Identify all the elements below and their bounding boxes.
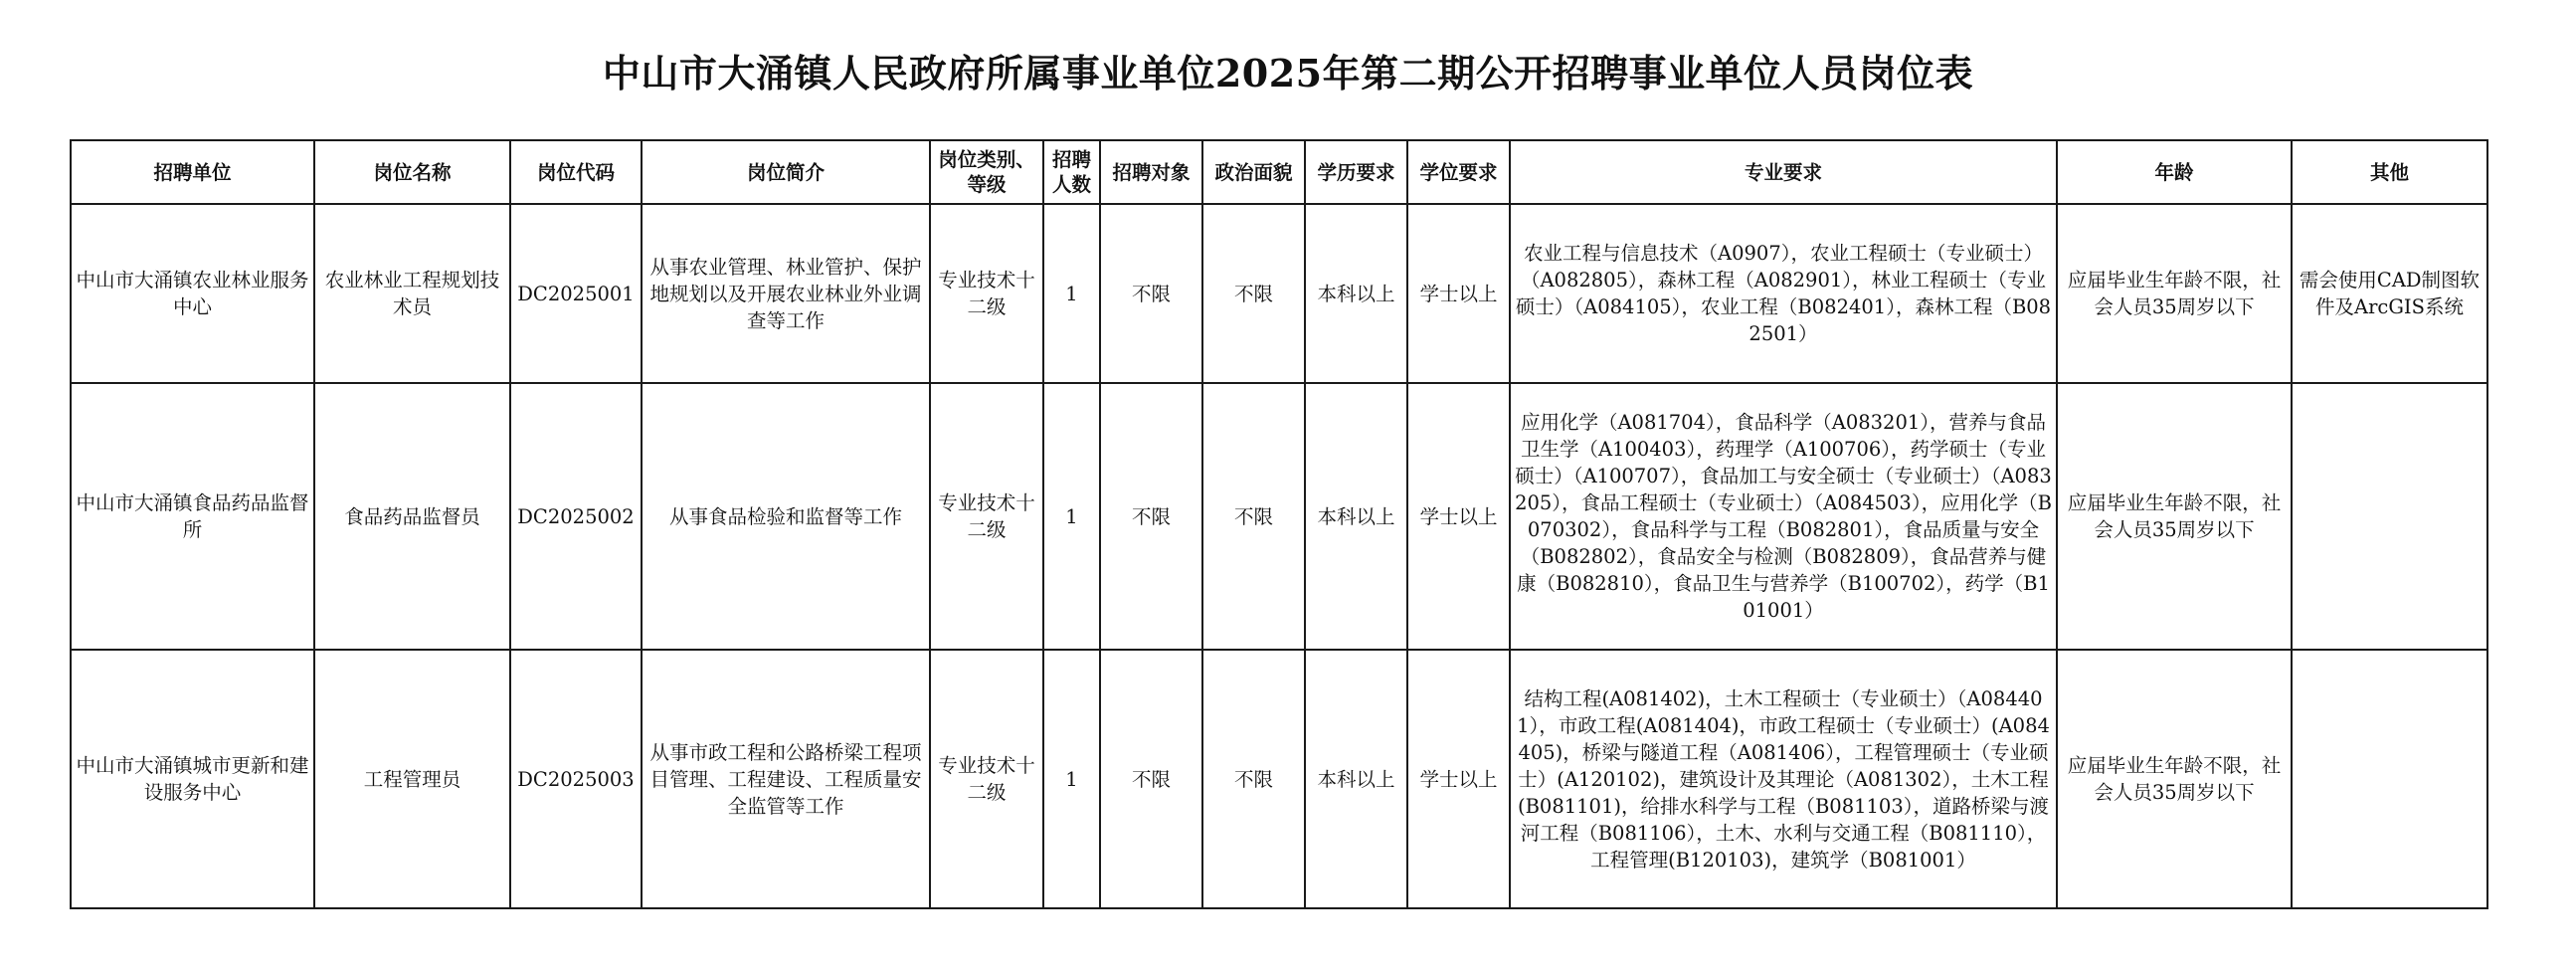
cell-age: 应届毕业生年龄不限，社会人员35周岁以下 [2057,383,2292,650]
cell-unit: 中山市大涌镇农业林业服务中心 [71,204,314,383]
table-header-row [71,140,2487,204]
cell-degree: 学士以上 [1407,383,1510,650]
cell-position-name: 工程管理员 [314,650,510,908]
header-category-level: 岗位类别、等级 [930,140,1043,204]
header-other: 其他 [2292,140,2487,204]
cell-target: 不限 [1100,383,1202,650]
cell-headcount: 1 [1043,204,1100,383]
cell-unit: 中山市大涌镇食品药品监督所 [71,383,314,650]
cell-other: 需会使用CAD制图软件及ArcGIS系统 [2292,204,2487,383]
cell-position-code: DC2025003 [510,650,642,908]
header-position-code: 岗位代码 [510,140,642,204]
header-target: 招聘对象 [1100,140,1202,204]
cell-category-level: 专业技术十二级 [930,204,1043,383]
cell-degree: 学士以上 [1407,204,1510,383]
cell-political: 不限 [1202,204,1305,383]
header-education: 学历要求 [1305,140,1407,204]
cell-position-code: DC2025002 [510,383,642,650]
cell-unit: 中山市大涌镇城市更新和建设服务中心 [71,650,314,908]
header-degree: 学位要求 [1407,140,1510,204]
cell-education: 本科以上 [1305,383,1407,650]
cell-education: 本科以上 [1305,204,1407,383]
cell-other [2292,650,2487,908]
cell-age: 应届毕业生年龄不限，社会人员35周岁以下 [2057,650,2292,908]
page-title: 中山市大涌镇人民政府所属事业单位2025年第二期公开招聘事业单位人员岗位表 [602,51,1974,96]
cell-degree: 学士以上 [1407,650,1510,908]
cell-position-name: 食品药品监督员 [314,383,510,650]
header-position-name: 岗位名称 [314,140,510,204]
cell-major: 结构工程(A081402)，土木工程硕士（专业硕士）（A084401），市政工程(A081404)，市政工程硕士（专业硕士）(A084405)，桥梁与隧道工程（A081406），工程管理硕士（专业硕士）(A120102)，建筑设计及其理论（A081302），土木工程(B081101)，给排水科学与工程（B081103），道路桥梁与渡河工程（B081106），土木、水利与交通工程（B081110），工程管理(B120103)，建筑学（B081001） [1510,650,2057,908]
cell-headcount: 1 [1043,650,1100,908]
cell-political: 不限 [1202,650,1305,908]
table-row [71,204,2487,383]
cell-major: 应用化学（A081704），食品科学（A083201），营养与食品卫生学（A100403），药理学（A100706），药学硕士（专业硕士）（A100707），食品加工与安全硕士（专业硕士）（A083205），食品工程硕士（专业硕士）（A084503），应用化学（B070302），食品科学与工程（B082801），食品质量与安全（B082802），食品安全与检测（B082809），食品营养与健康（B082810），食品卫生与营养学（B100702），药学（B101001） [1510,383,2057,650]
header-headcount: 招聘人数 [1043,140,1100,204]
table-row [71,383,2487,650]
cell-target: 不限 [1100,650,1202,908]
cell-major: 农业工程与信息技术（A0907），农业工程硕士（专业硕士）（A082805），森林工程（A082901），林业工程硕士（专业硕士）（A084105），农业工程（B082401），森林工程（B082501） [1510,204,2057,383]
cell-age: 应届毕业生年龄不限，社会人员35周岁以下 [2057,204,2292,383]
cell-position-name: 农业林业工程规划技术员 [314,204,510,383]
cell-education: 本科以上 [1305,650,1407,908]
cell-other [2292,383,2487,650]
header-age: 年龄 [2057,140,2292,204]
cell-category-level: 专业技术十二级 [930,383,1043,650]
header-political: 政治面貌 [1202,140,1305,204]
cell-description: 从事食品检验和监督等工作 [642,383,930,650]
header-description: 岗位简介 [642,140,930,204]
cell-position-code: DC2025001 [510,204,642,383]
table-row [71,650,2487,908]
cell-category-level: 专业技术十二级 [930,650,1043,908]
cell-political: 不限 [1202,383,1305,650]
cell-target: 不限 [1100,204,1202,383]
header-unit: 招聘单位 [71,140,314,204]
cell-description: 从事农业管理、林业管护、保护地规划以及开展农业林业外业调查等工作 [642,204,930,383]
positions-table [70,139,2488,909]
header-major: 专业要求 [1510,140,2057,204]
cell-headcount: 1 [1043,383,1100,650]
cell-description: 从事市政工程和公路桥梁工程项目管理、工程建设、工程质量安全监管等工作 [642,650,930,908]
